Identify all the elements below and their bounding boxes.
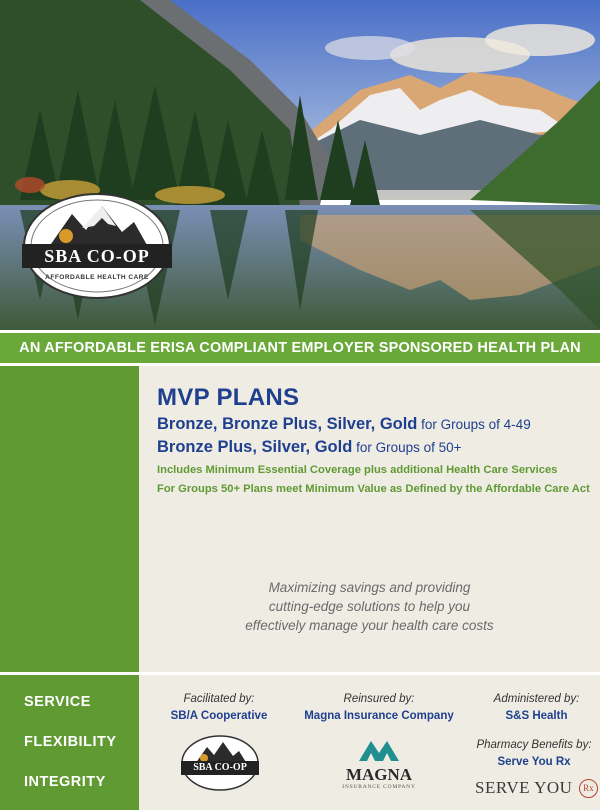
tagline-banner: AN AFFORDABLE ERISA COMPLIANT EMPLOYER SPONSORED HEALTH PLAN — [0, 333, 600, 363]
facilitator-name: SB/A Cooperative — [170, 710, 268, 722]
plans-line-small-groups — [157, 415, 531, 434]
coverage-note: Includes Minimum Essential Coverage plus additional Health Care Services — [157, 464, 558, 476]
plans-panel — [139, 366, 600, 672]
magna-logo — [334, 737, 424, 797]
sba-coop-small-logo — [181, 735, 259, 791]
facilitator-block — [154, 693, 284, 722]
footer-section — [0, 675, 600, 810]
magna-subtitle: INSURANCE COMPANY — [342, 784, 416, 790]
pharmacy-block — [469, 739, 599, 768]
minimum-value-note: For Groups 50+ Plans meet Minimum Value as Defined by the Affordable Care Act — [157, 483, 590, 495]
savings-tagline — [139, 578, 600, 635]
pharmacy-name: Serve You Rx — [497, 756, 571, 768]
plans-line-large-groups-suffix: for Groups of 50+ — [352, 440, 462, 455]
reinsurer-name: Magna Insurance Company — [304, 710, 454, 722]
sba-coop-logo — [22, 192, 172, 300]
logo-ring-text: AFFORDABLE HEALTH CARE — [45, 274, 149, 281]
tagline-line: cutting-edge solutions to help you — [268, 599, 471, 614]
pharmacy-label: Pharmacy Benefits by: — [476, 739, 592, 751]
green-sidebar — [0, 366, 139, 672]
logo-text: SBA CO-OP — [22, 244, 172, 268]
administrator-block — [474, 693, 599, 722]
reinsurer-block — [299, 693, 459, 722]
plans-line-small-groups-suffix: for Groups of 4-49 — [417, 417, 531, 432]
plans-section — [0, 366, 600, 672]
facilitator-label: Facilitated by: — [183, 693, 255, 705]
value-integrity: INTEGRITY — [24, 774, 106, 790]
serve-you-logo-text: SERVE YOU — [475, 778, 573, 797]
administrator-name: S&S Health — [505, 710, 568, 722]
magna-mountain-icon — [359, 737, 399, 761]
reinsurer-label: Reinsured by: — [343, 693, 415, 705]
plans-title: MVP PLANS — [157, 384, 300, 411]
tagline-line: effectively manage your health care costs — [245, 618, 494, 633]
serve-you-logo — [475, 778, 600, 802]
small-logo-text: SBA CO-OP — [181, 761, 259, 775]
value-service: SERVICE — [24, 694, 91, 710]
tagline-line: Maximizing savings and providing — [268, 580, 471, 595]
partners-panel — [139, 675, 600, 810]
rx-icon: Rx — [579, 779, 598, 798]
administrator-label: Administered by: — [493, 693, 580, 705]
plans-line-small-groups-main: Bronze, Bronze Plus, Silver, Gold — [157, 415, 418, 433]
value-flexibility: FLEXIBILITY — [24, 734, 117, 750]
plans-line-large-groups-main: Bronze Plus, Silver, Gold — [157, 438, 353, 456]
plans-line-large-groups — [157, 438, 462, 457]
magna-name: MAGNA — [345, 765, 413, 784]
values-panel — [0, 675, 139, 810]
